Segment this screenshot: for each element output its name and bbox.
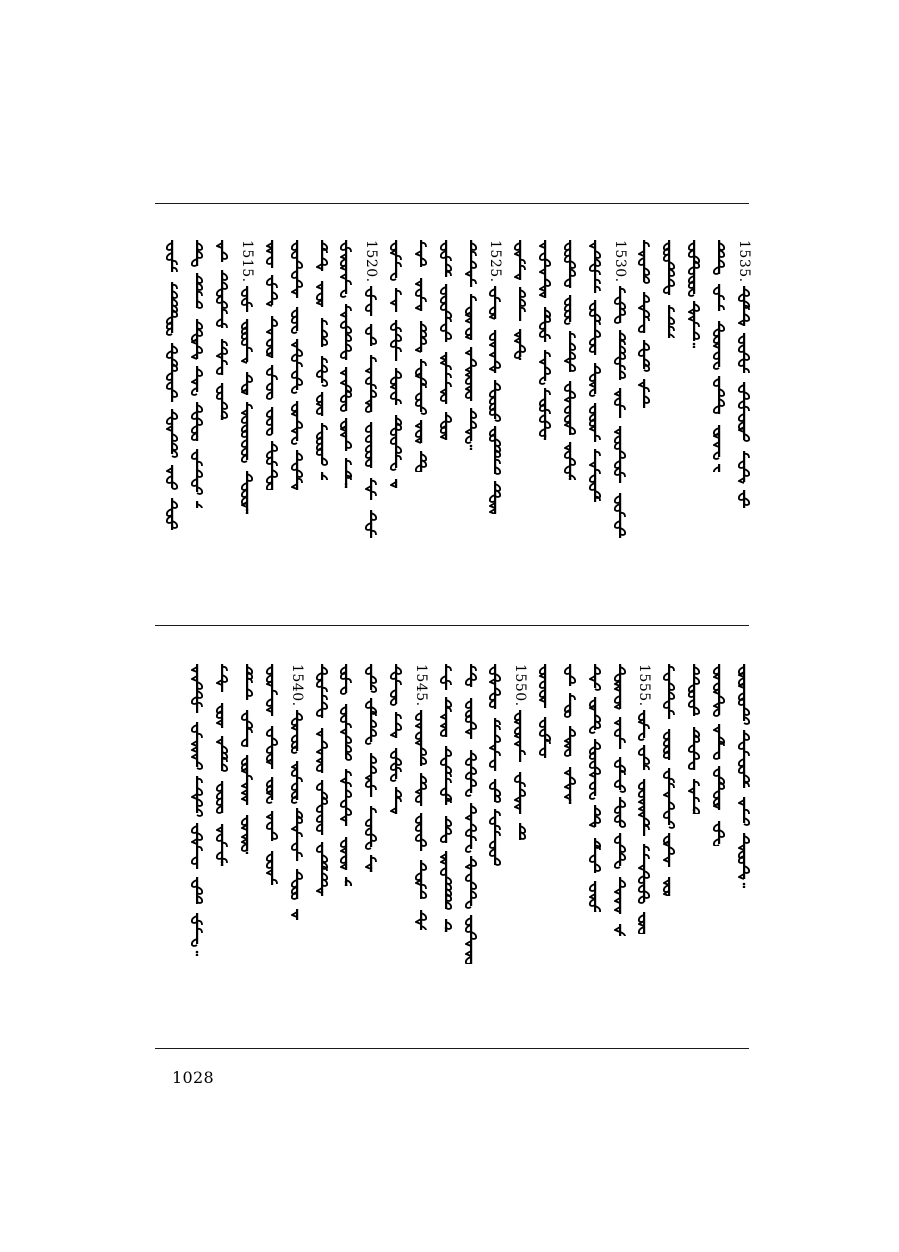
text-column [631, 664, 657, 1034]
mongolian-script-line [415, 240, 427, 472]
text-column [482, 664, 508, 1034]
line-number-label: 1545. [413, 664, 429, 707]
mongolian-script-line [291, 240, 303, 490]
text-column [284, 240, 310, 610]
text-column [656, 240, 682, 610]
mongolian-script-line [589, 240, 601, 502]
mongolian-script-line [365, 286, 377, 538]
mongolian-script-line [241, 664, 253, 854]
text-column [507, 664, 533, 1034]
mongolian-script-line [241, 286, 253, 514]
line-number [482, 240, 508, 283]
mongolian-script-line [340, 664, 352, 886]
mongolian-script-line [340, 240, 352, 488]
line-number-label: 1515. [239, 240, 255, 283]
line-number [507, 664, 533, 707]
mongolian-script-line [614, 664, 626, 936]
mongolian-script-line [415, 710, 427, 930]
line-number [731, 240, 757, 283]
text-column [284, 664, 310, 1034]
mongolian-script-line [316, 664, 328, 896]
lower-text-block [155, 664, 749, 1034]
mongolian-script-line [663, 240, 675, 338]
text-column [358, 240, 384, 610]
mongolian-script-line [390, 664, 402, 814]
text-column [706, 240, 732, 610]
text-column [408, 240, 434, 610]
mongolian-script-line [266, 240, 278, 490]
text-column [532, 664, 558, 1034]
text-column [706, 664, 732, 1034]
mongolian-script-line [688, 664, 700, 814]
line-number-label: 1535. [736, 240, 752, 283]
text-column [358, 664, 384, 1034]
mongolian-script-line [316, 240, 328, 480]
mongolian-script-line [440, 240, 452, 440]
text-column [309, 240, 335, 610]
mongolian-script-line [663, 664, 675, 896]
mongolian-script-line [738, 286, 750, 508]
top-rule [155, 203, 749, 204]
mongolian-script-line [589, 664, 601, 912]
upper-text-block [155, 240, 752, 610]
mongolian-script-line [465, 664, 477, 964]
text-column [333, 664, 359, 1034]
text-column [408, 664, 434, 1034]
text-column [159, 240, 185, 610]
text-column [507, 240, 533, 610]
mongolian-script-line [390, 240, 402, 488]
mongolian-script-line [614, 286, 626, 538]
text-column [482, 240, 508, 610]
text-column [184, 664, 210, 1034]
mongolian-script-line [638, 710, 650, 934]
text-column [259, 664, 285, 1034]
text-column [184, 240, 210, 610]
text-column [383, 664, 409, 1034]
mongolian-script-line [216, 240, 228, 420]
text-column [557, 240, 583, 610]
line-number [408, 664, 434, 707]
mongolian-script-line [291, 710, 303, 920]
text-column [259, 240, 285, 610]
line-number-label: 1555. [636, 664, 652, 707]
mongolian-script-line [713, 240, 725, 472]
mongolian-script-line [713, 664, 725, 846]
text-column [433, 664, 459, 1034]
text-column [458, 664, 484, 1034]
text-column [656, 664, 682, 1034]
mongolian-script-line [489, 664, 501, 866]
mongolian-script-line [564, 664, 576, 804]
mongolian-script-line [638, 240, 650, 408]
line-number [234, 240, 260, 283]
text-column [209, 240, 235, 610]
line-number-label: 1530. [612, 240, 628, 283]
text-column [234, 664, 260, 1034]
line-number [358, 240, 384, 283]
page-number: 1028 [172, 1068, 214, 1087]
mongolian-script-line [514, 240, 526, 360]
mongolian-script-line [365, 664, 377, 872]
text-column [582, 240, 608, 610]
mongolian-script-line [514, 710, 526, 840]
line-number-label: 1525. [487, 240, 503, 283]
text-column [731, 664, 757, 1034]
mongolian-script-line [166, 240, 178, 530]
text-column [557, 664, 583, 1034]
mongolian-script-line [564, 240, 576, 480]
text-column [731, 240, 757, 610]
line-number [631, 664, 657, 707]
mongolian-script-line [489, 286, 501, 514]
line-number-label: 1540. [289, 664, 305, 707]
text-column [681, 664, 707, 1034]
text-column [607, 664, 633, 1034]
mongolian-script-line [216, 664, 228, 866]
mongolian-script-line [465, 240, 477, 450]
mongolian-script-line [266, 664, 278, 892]
text-column [234, 240, 260, 610]
text-column [582, 664, 608, 1034]
mongolian-script-line [688, 240, 700, 348]
line-number [607, 240, 633, 283]
text-column [458, 240, 484, 610]
text-column [532, 240, 558, 610]
text-column [333, 240, 359, 610]
bottom-rule [155, 1048, 749, 1049]
text-column [209, 664, 235, 1034]
middle-rule [155, 625, 749, 626]
mongolian-script-line [539, 664, 551, 764]
text-column [383, 240, 409, 610]
line-number [284, 664, 310, 707]
text-column [309, 664, 335, 1034]
mongolian-script-line [191, 240, 203, 508]
mongolian-script-line [738, 664, 750, 888]
text-column [607, 240, 633, 610]
text-column [681, 240, 707, 610]
mongolian-script-line [191, 664, 203, 956]
text-column [433, 240, 459, 610]
line-number-label: 1550. [512, 664, 528, 707]
line-number-label: 1520. [363, 240, 379, 283]
mongolian-script-line [539, 240, 551, 440]
text-column [631, 240, 657, 610]
mongolian-script-line [440, 664, 452, 932]
